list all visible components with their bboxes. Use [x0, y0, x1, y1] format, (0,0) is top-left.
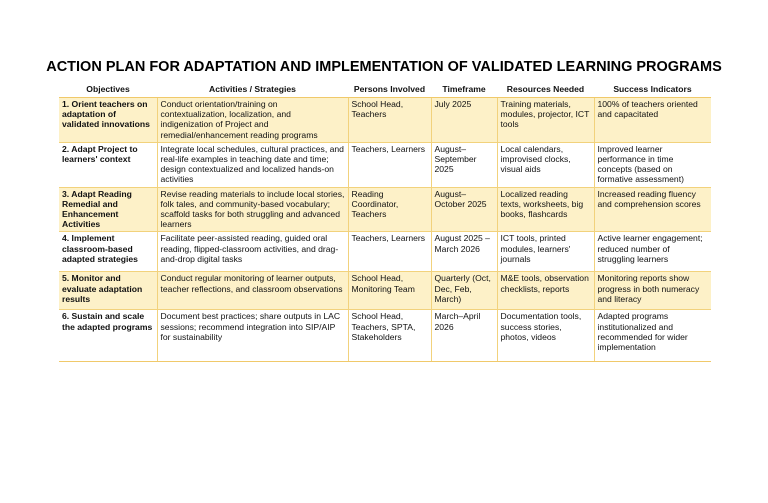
header-persons: Persons Involved — [348, 82, 431, 98]
table-row — [59, 232, 711, 272]
header-timeframe: Timeframe — [431, 82, 497, 98]
header-row — [59, 82, 711, 98]
persons-cell: School Head, Monitoring Team — [348, 272, 431, 310]
document-title: ACTION PLAN FOR ADAPTATION AND IMPLEMENTATION OF VALIDATED LEARNING PROGRAMS — [46, 59, 722, 75]
header-activities: Activities / Strategies — [157, 82, 348, 98]
table-row — [59, 187, 711, 232]
resources-cell: Documentation tools, success stories, photos, videos — [497, 310, 594, 362]
indicators-cell: Active learner engagement; reduced number of struggling learners — [594, 232, 711, 272]
indicators-cell: Increased reading fluency and comprehension scores — [594, 187, 711, 232]
timeframe-cell: March–April 2026 — [431, 310, 497, 362]
table-row — [59, 142, 711, 187]
objective-cell: 5. Monitor and evaluate adaptation results — [59, 272, 157, 310]
persons-cell: School Head, Teachers — [348, 98, 431, 143]
indicators-cell: Monitoring reports show progress in both numeracy and literacy — [594, 272, 711, 310]
resources-cell: Localized reading texts, worksheets, big books, flashcards — [497, 187, 594, 232]
timeframe-cell: August–September 2025 — [431, 142, 497, 187]
header-resources: Resources Needed — [497, 82, 594, 98]
header-objectives: Objectives — [59, 82, 157, 98]
activities-cell: Document best practices; share outputs in LAC sessions; recommend integration into SIP/AIP for sustainability — [157, 310, 348, 362]
activities-cell: Integrate local schedules, cultural practices, and real-life examples in teaching date and time; design contextualized and localized hands-on activities — [157, 142, 348, 187]
activities-cell: Conduct orientation/training on contextualization, localization, and indigenization of Project and remedial/enhancement reading programs — [157, 98, 348, 143]
objective-cell: 1. Orient teachers on adaptation of validated innovations — [59, 98, 157, 143]
objective-cell: 4. Implement classroom-based adapted strategies — [59, 232, 157, 272]
activities-cell: Revise reading materials to include local stories, folk tales, and community-based vocabulary; scaffold tasks for both struggling and advanced learners — [157, 187, 348, 232]
persons-cell: Teachers, Learners — [348, 142, 431, 187]
timeframe-cell: August 2025 – March 2026 — [431, 232, 497, 272]
resources-cell: M&E tools, observation checklists, reports — [497, 272, 594, 310]
timeframe-cell: August–October 2025 — [431, 187, 497, 232]
objective-cell: 6. Sustain and scale the adapted programs — [59, 310, 157, 362]
persons-cell: School Head, Teachers, SPTA, Stakeholders — [348, 310, 431, 362]
resources-cell: Training materials, modules, projector, ICT tools — [497, 98, 594, 143]
resources-cell: Local calendars, improvised clocks, visual aids — [497, 142, 594, 187]
table-row — [59, 310, 711, 362]
objective-cell: 3. Adapt Reading Remedial and Enhancement Activities — [59, 187, 157, 232]
indicators-cell: Improved learner performance in time concepts (based on formative assessment) — [594, 142, 711, 187]
objective-cell: 2. Adapt Project to learners' context — [59, 142, 157, 187]
activities-cell: Facilitate peer-assisted reading, guided oral reading, flipped-classroom activities, and drag-and-drop digital tasks — [157, 232, 348, 272]
table-row — [59, 98, 711, 143]
timeframe-cell: Quarterly (Oct, Dec, Feb, March) — [431, 272, 497, 310]
resources-cell: ICT tools, printed modules, learners' journals — [497, 232, 594, 272]
action-plan-table — [59, 82, 711, 362]
activities-cell: Conduct regular monitoring of learner outputs, teacher reflections, and classroom observations — [157, 272, 348, 310]
persons-cell: Teachers, Learners — [348, 232, 431, 272]
indicators-cell: 100% of teachers oriented and capacitated — [594, 98, 711, 143]
table-row — [59, 272, 711, 310]
header-indicators: Success Indicators — [594, 82, 711, 98]
timeframe-cell: July 2025 — [431, 98, 497, 143]
indicators-cell: Adapted programs institutionalized and recommended for wider implementation — [594, 310, 711, 362]
persons-cell: Reading Coordinator, Teachers — [348, 187, 431, 232]
